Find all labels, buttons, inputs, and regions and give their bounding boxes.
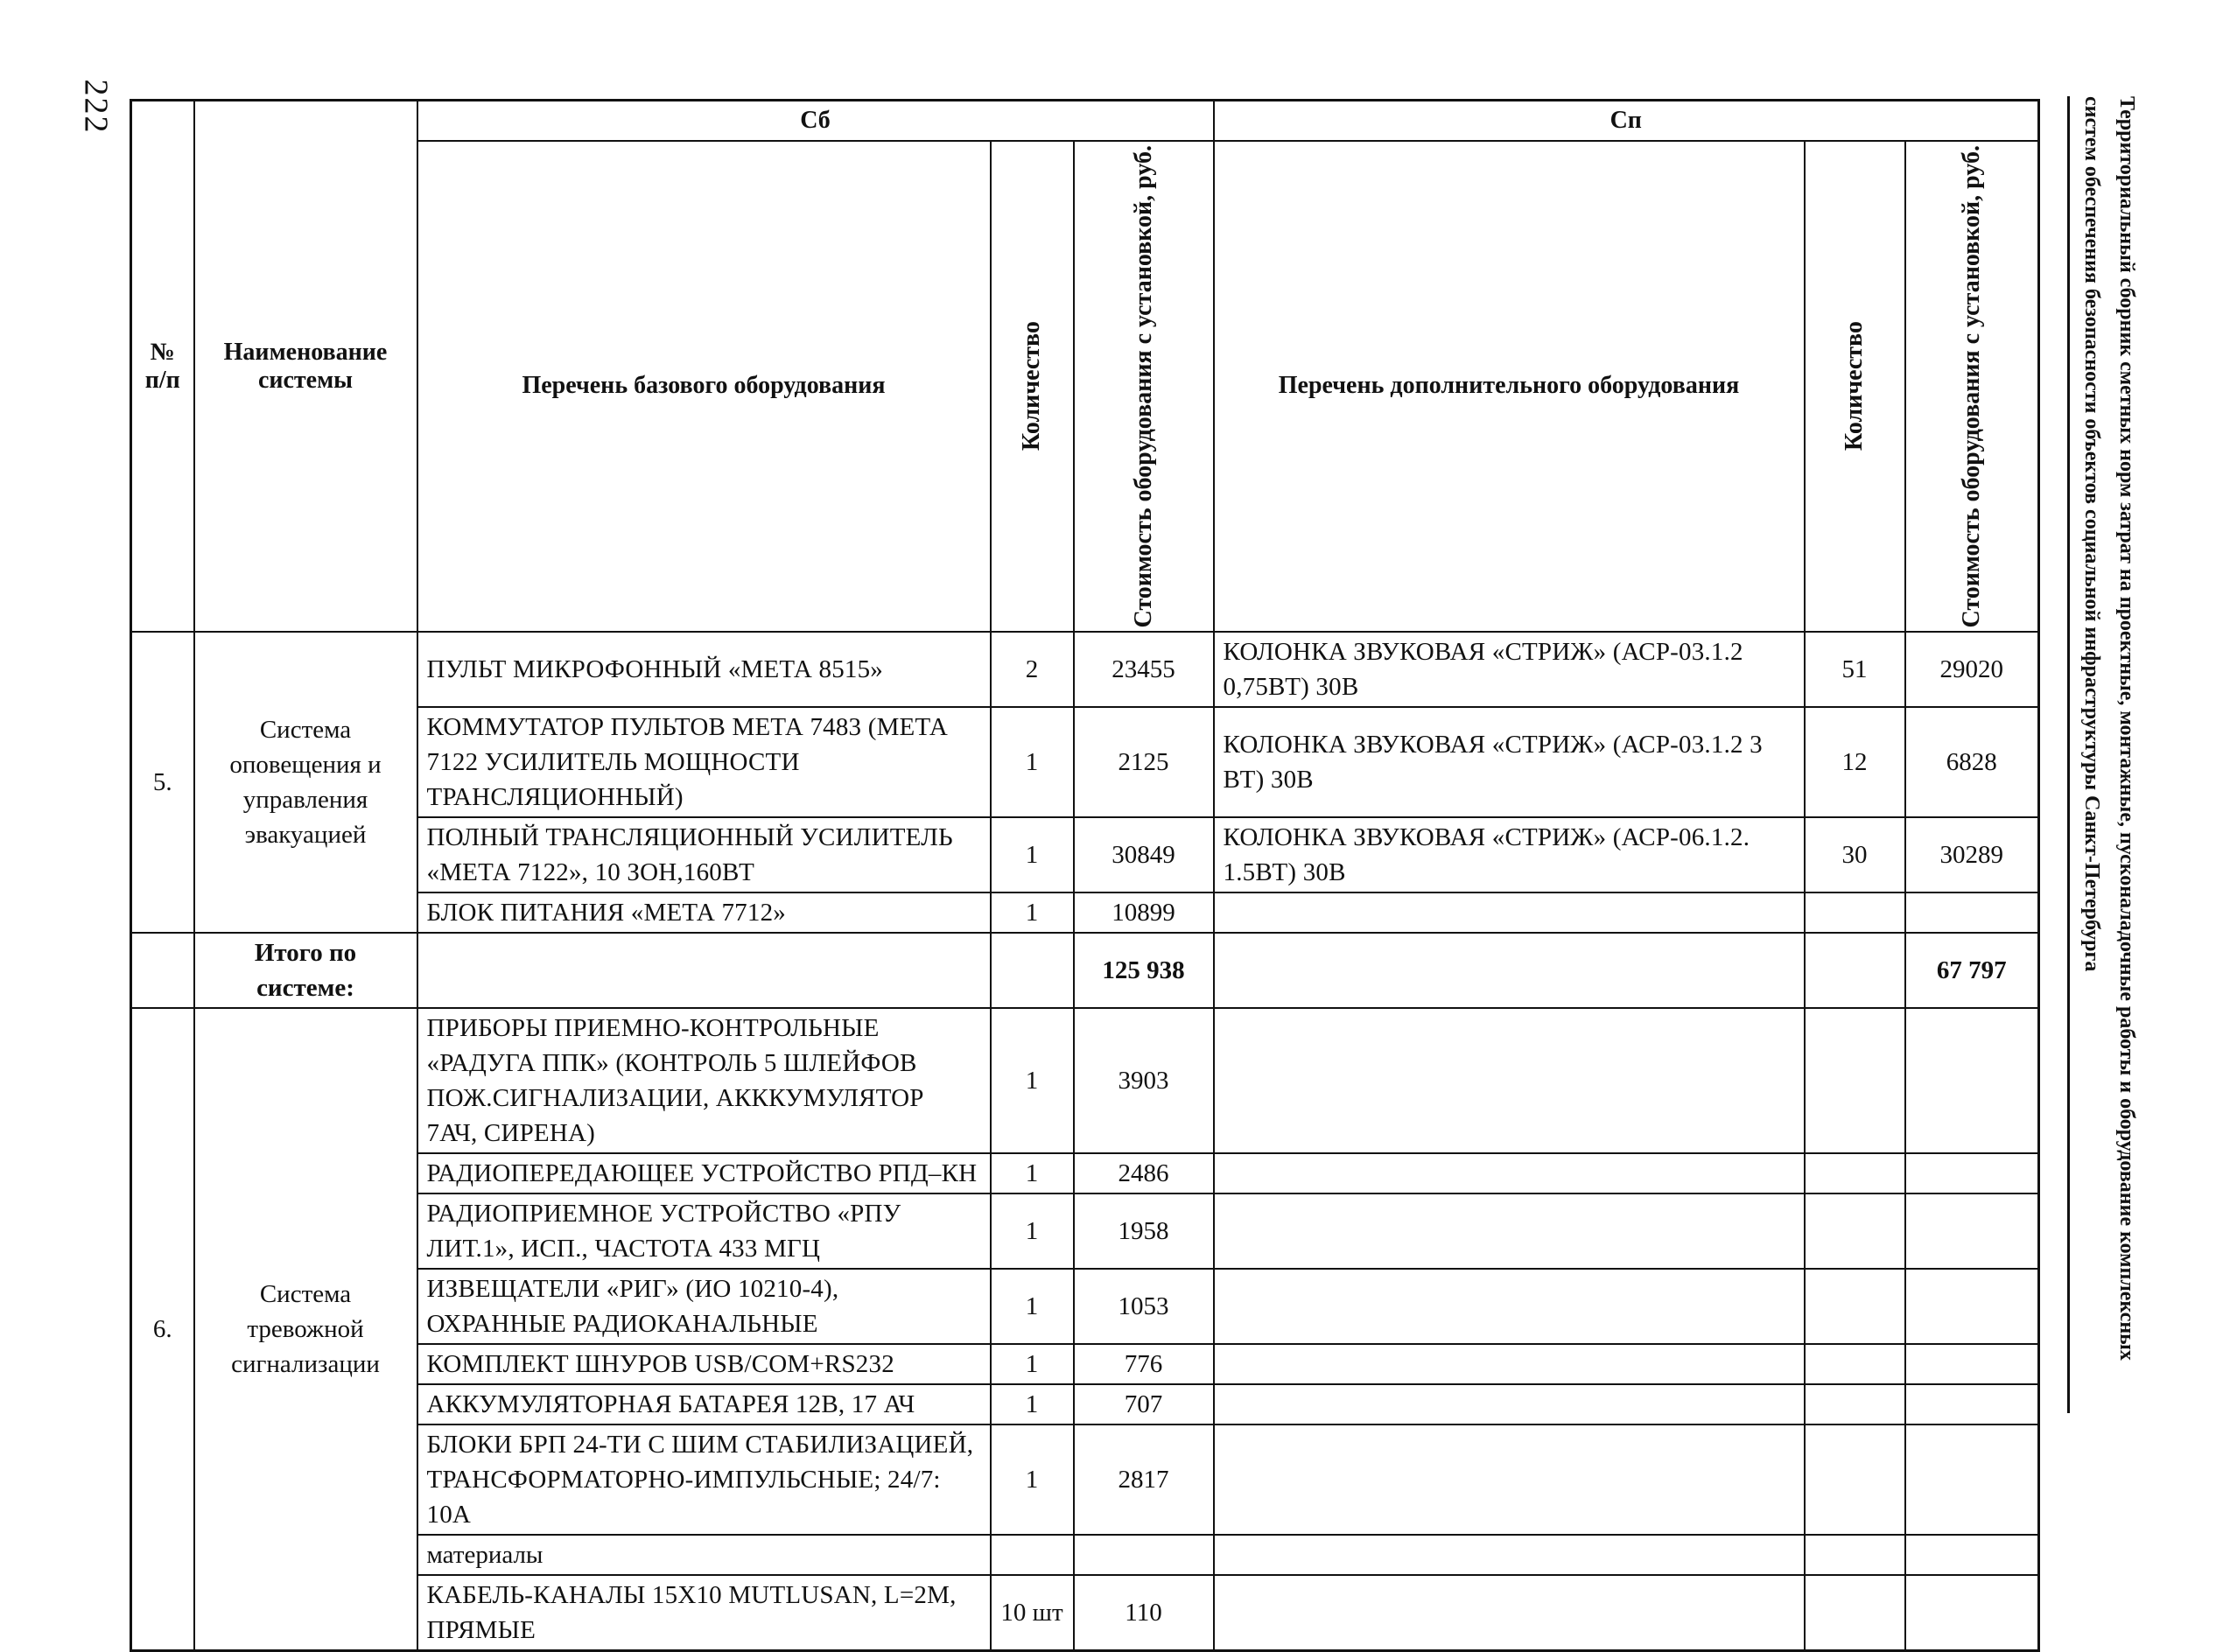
add-qty	[1805, 1535, 1905, 1575]
base-equipment: КОММУТАТОР ПУЛЬТОВ МЕТА 7483 (МЕТА 7122 УСИЛИТЕЛЬ МОЩНОСТИ ТРАНСЛЯЦИОННЫЙ)	[417, 707, 991, 817]
header-cost-text: Стоимость оборудования с установкой, руб.	[1129, 144, 1157, 628]
table-row	[131, 1153, 2039, 1194]
add-cost	[1905, 1384, 2039, 1424]
add-cost	[1905, 1424, 2039, 1535]
add-cost	[1905, 1344, 2039, 1384]
header-cost2-text: Стоимость оборудования с установкой, руб.	[1957, 144, 1985, 628]
row-num: 6.	[131, 1008, 194, 1651]
add-qty	[1805, 1008, 1905, 1153]
base-qty: 1	[991, 1384, 1074, 1424]
add-cost	[1905, 1194, 2039, 1269]
header-num: № п/п	[131, 101, 194, 633]
base-equipment: БЛОКИ БРП 24-ТИ С ШИМ СТАБИЛИЗАЦИЕЙ, ТРАНСФОРМАТОРНО-ИМПУЛЬСНЫЕ; 24/7: 10А	[417, 1424, 991, 1535]
table-row	[131, 632, 2039, 707]
add-cost	[1905, 892, 2039, 933]
table-row	[131, 892, 2039, 933]
table-header	[131, 101, 2039, 633]
header-cost2	[1905, 141, 2039, 633]
add-equipment	[1214, 1194, 1805, 1269]
header-qty	[991, 141, 1074, 633]
base-equipment: РАДИОПРИЕМНОЕ УСТРОЙСТВО «РПУ ЛИТ.1», ИСП., ЧАСТОТА 433 МГЦ	[417, 1194, 991, 1269]
add-cost: 29020	[1905, 632, 2039, 707]
base-cost: 1053	[1074, 1269, 1214, 1344]
add-cost	[1905, 1575, 2039, 1651]
total-base-cost: 125 938	[1074, 933, 1214, 1008]
add-equipment	[1214, 892, 1805, 933]
add-equipment	[1214, 1535, 1805, 1575]
add-qty: 30	[1805, 817, 1905, 892]
header-qty-text: Количество	[1018, 321, 1045, 452]
base-equipment: БЛОК ПИТАНИЯ «МЕТА 7712»	[417, 892, 991, 933]
base-cost: 110	[1074, 1575, 1214, 1651]
base-qty	[991, 1535, 1074, 1575]
add-equipment	[1214, 1344, 1805, 1384]
add-equipment	[1214, 1575, 1805, 1651]
base-equipment: ПОЛНЫЙ ТРАНСЛЯЦИОННЫЙ УСИЛИТЕЛЬ «МЕТА 7122», 10 ЗОН,160ВТ	[417, 817, 991, 892]
add-cost	[1905, 1008, 2039, 1153]
base-equipment: АККУМУЛЯТОРНАЯ БАТАРЕЯ 12В, 17 АЧ	[417, 1384, 991, 1424]
table-row	[131, 707, 2039, 817]
base-qty: 1	[991, 1424, 1074, 1535]
base-qty: 1	[991, 1269, 1074, 1344]
header-base-list: Перечень базового оборудования	[417, 141, 991, 633]
base-qty: 1	[991, 1194, 1074, 1269]
base-equipment: ПРИБОРЫ ПРИЕМНО-КОНТРОЛЬНЫЕ «РАДУГА ППК» (КОНТРОЛЬ 5 ШЛЕЙФОВ ПОЖ.СИГНАЛИЗАЦИИ, АКККУМУЛЯТОР 7АЧ, СИРЕНА)	[417, 1008, 991, 1153]
base-cost: 23455	[1074, 632, 1214, 707]
header-add-list: Перечень дополнительного оборудования	[1214, 141, 1805, 633]
total-add-cost: 67 797	[1905, 933, 2039, 1008]
base-qty: 10 шт	[991, 1575, 1074, 1651]
system-name: Система тревожной сигнализации	[194, 1008, 417, 1651]
page-number: 222	[77, 79, 115, 135]
header-sp: Сп	[1214, 101, 2039, 141]
base-cost: 1958	[1074, 1194, 1214, 1269]
base-equipment: ИЗВЕЩАТЕЛИ «РИГ» (ИО 10210-4), ОХРАННЫЕ РАДИОКАНАЛЬНЫЕ	[417, 1269, 991, 1344]
add-qty: 51	[1805, 632, 1905, 707]
add-equipment	[1214, 1153, 1805, 1194]
add-equipment	[1214, 1008, 1805, 1153]
base-cost: 2125	[1074, 707, 1214, 817]
running-header-text: Территориальный сборник сметных норм затрат на проектные, монтажные, пусконаладочные работы и оборудование комплексных систем обеспечения безопасности объектов социальной инфраструктуры Санкт-Петербурга	[2080, 96, 2138, 1361]
table-row	[131, 1269, 2039, 1344]
table-body	[131, 632, 2039, 1651]
add-qty	[1805, 1194, 1905, 1269]
system-name: Система оповещения и управления эвакуацией	[194, 632, 417, 933]
add-cost	[1905, 1153, 2039, 1194]
header-sb: Сб	[417, 101, 1214, 141]
table-row	[131, 817, 2039, 892]
base-equipment: ПУЛЬТ МИКРОФОННЫЙ «МЕТА 8515»	[417, 632, 991, 707]
add-equipment: КОЛОНКА ЗВУКОВАЯ «СТРИЖ» (АСР-06.1.2. 1.5ВТ) 30В	[1214, 817, 1805, 892]
base-cost: 2486	[1074, 1153, 1214, 1194]
base-cost: 707	[1074, 1384, 1214, 1424]
total-empty	[1214, 933, 1805, 1008]
base-cost: 2817	[1074, 1424, 1214, 1535]
table-row	[131, 1008, 2039, 1153]
add-cost	[1905, 1535, 2039, 1575]
base-equipment: КОМПЛЕКТ ШНУРОВ USB/COM+RS232	[417, 1344, 991, 1384]
add-equipment: КОЛОНКА ЗВУКОВАЯ «СТРИЖ» (АСР-03.1.2 0,75ВТ) 30В	[1214, 632, 1805, 707]
base-cost: 30849	[1074, 817, 1214, 892]
add-qty	[1805, 1575, 1905, 1651]
total-num	[131, 933, 194, 1008]
add-qty	[1805, 1269, 1905, 1344]
header-qty2	[1805, 141, 1905, 633]
add-qty	[1805, 1153, 1905, 1194]
table-row	[131, 1344, 2039, 1384]
add-equipment	[1214, 1424, 1805, 1535]
add-qty	[1805, 1344, 1905, 1384]
header-rule	[2067, 96, 2070, 1413]
table-row	[131, 1575, 2039, 1651]
base-equipment: РАДИОПЕРЕДАЮЩЕЕ УСТРОЙСТВО РПД–КН	[417, 1153, 991, 1194]
base-equipment: КАБЕЛЬ-КАНАЛЫ 15Х10 MUTLUSAN, L=2М, ПРЯМЫЕ	[417, 1575, 991, 1651]
table-row	[131, 1384, 2039, 1424]
header-qty2-text: Количество	[1841, 321, 1868, 452]
add-cost	[1905, 1269, 2039, 1344]
running-header	[2074, 96, 2144, 1382]
add-qty	[1805, 892, 1905, 933]
add-equipment: КОЛОНКА ЗВУКОВАЯ «СТРИЖ» (АСР-03.1.2 3 ВТ) 30В	[1214, 707, 1805, 817]
base-qty: 1	[991, 1153, 1074, 1194]
add-qty: 12	[1805, 707, 1905, 817]
equipment-table	[130, 99, 2040, 1652]
add-qty	[1805, 1384, 1905, 1424]
add-qty	[1805, 1424, 1905, 1535]
base-qty: 1	[991, 817, 1074, 892]
add-cost: 30289	[1905, 817, 2039, 892]
add-equipment	[1214, 1269, 1805, 1344]
header-cost	[1074, 141, 1214, 633]
base-qty: 1	[991, 892, 1074, 933]
total-empty	[1805, 933, 1905, 1008]
total-label: Итого по системе:	[194, 933, 417, 1008]
base-qty: 2	[991, 632, 1074, 707]
table-row	[131, 1535, 2039, 1575]
table-row	[131, 1424, 2039, 1535]
base-cost: 776	[1074, 1344, 1214, 1384]
table-row	[131, 1194, 2039, 1269]
base-cost	[1074, 1535, 1214, 1575]
row-num: 5.	[131, 632, 194, 933]
total-row	[131, 933, 2039, 1008]
base-qty: 1	[991, 1344, 1074, 1384]
add-cost: 6828	[1905, 707, 2039, 817]
total-empty	[991, 933, 1074, 1008]
total-empty	[417, 933, 991, 1008]
base-qty: 1	[991, 707, 1074, 817]
base-cost: 10899	[1074, 892, 1214, 933]
add-equipment	[1214, 1384, 1805, 1424]
base-equipment: материалы	[417, 1535, 991, 1575]
header-system-name: Наименование системы	[194, 101, 417, 633]
base-qty: 1	[991, 1008, 1074, 1153]
base-cost: 3903	[1074, 1008, 1214, 1153]
